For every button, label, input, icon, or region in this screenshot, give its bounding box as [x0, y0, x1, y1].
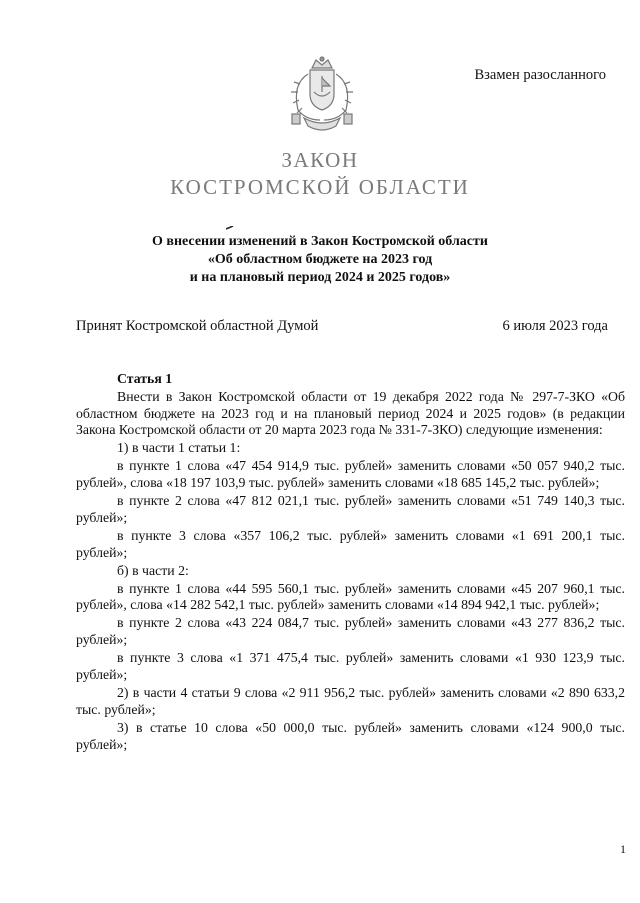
ink-mark — [226, 226, 234, 230]
replacement-stamp: Взамен разосланного — [474, 67, 606, 83]
document-title — [0, 233, 640, 287]
paragraph: Внести в Закон Костромской области от 19 декабря 2022 года № 297-7-ЗКО «Об областном бюджете на 2023 год и на плановый период 2024 и 2025 годов» (в редакции Закона Костромской области от 20 марта 2023 года № 331-7-ЗКО) следующие изменения: — [76, 388, 625, 438]
paragraph: 3) в статье 10 слова «50 000,0 тыс. рублей» заменить словами «124 900,0 тыс. рублей»; — [76, 719, 625, 752]
region-heading: КОСТРОМСКОЙ ОБЛАСТИ — [170, 175, 470, 199]
page-number: 1 — [620, 842, 626, 856]
adoption-date: 6 июля 2023 года — [502, 318, 608, 334]
paragraph: в пункте 3 слова «357 106,2 тыс. рублей» заменить словами «1 691 200,1 тыс. рублей»; — [76, 527, 625, 560]
paragraph: б) в части 2: — [117, 562, 189, 578]
adoption-line — [76, 318, 608, 335]
paragraph: в пункте 2 слова «43 224 084,7 тыс. рублей» заменить словами «43 277 836,2 тыс. рублей»; — [76, 615, 625, 648]
paragraph: в пункте 3 слова «1 371 475,4 тыс. рублей» заменить словами «1 930 123,9 тыс. рублей»; — [76, 650, 625, 683]
paragraph: 1) в части 1 статьи 1: — [117, 440, 241, 456]
paragraph: в пункте 1 слова «47 454 914,9 тыс. рублей» заменить словами «50 057 940,2 тыс. рублей», слова «18 197 103,9 тыс. рублей» заменить словами «18 685 145,2 тыс. рублей»; — [76, 458, 625, 491]
paragraph: в пункте 1 слова «44 595 560,1 тыс. рублей» заменить словами «45 207 960,1 тыс. рублей», слова «14 282 542,1 тыс. рублей» заменить словами «14 894 942,1 тыс. рублей»; — [76, 580, 625, 613]
article-body — [76, 371, 625, 755]
title-line: и на плановый период 2024 и 2025 годов» — [189, 270, 451, 285]
article-heading: Статья 1 — [117, 371, 173, 386]
paragraph: в пункте 2 слова «47 812 021,1 тыс. рублей» заменить словами «51 749 140,3 тыс. рублей»; — [76, 493, 625, 525]
title-line: О внесении изменений в Закон Костромской области — [152, 234, 488, 249]
paragraph: 2) в части 4 статьи 9 слова «2 911 956,2 тыс. рублей» заменить словами «2 890 633,2 тыс. рублей»; — [76, 685, 625, 717]
title-line: «Об областном бюджете на 2023 год — [207, 252, 433, 267]
adopting-body: Принят Костромской областной Думой — [76, 318, 319, 334]
kostroma-coat-of-arms-icon — [286, 54, 358, 136]
law-heading: ЗАКОН — [281, 148, 359, 172]
